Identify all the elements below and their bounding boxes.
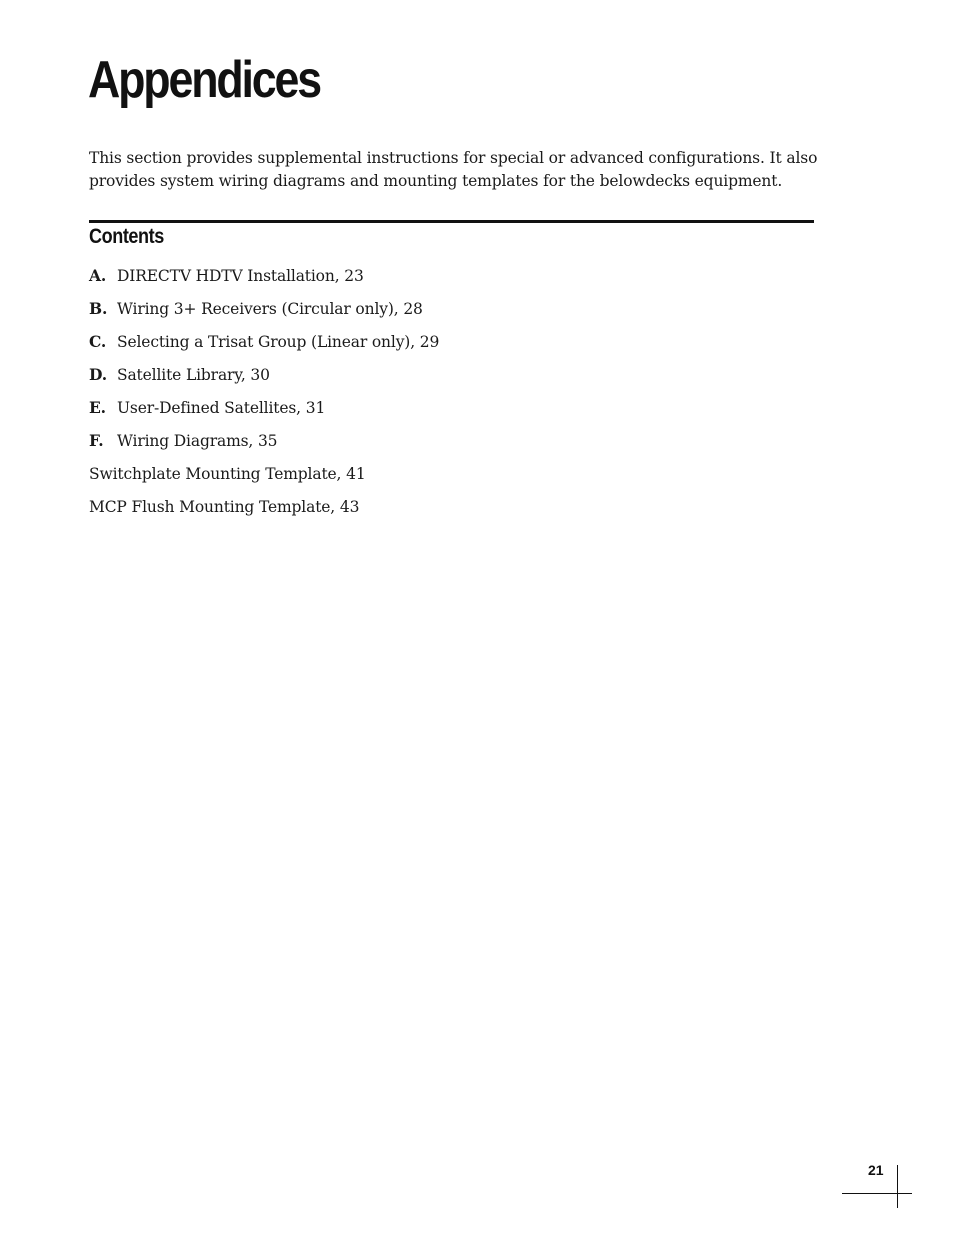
toc-entry-text: Wiring 3+ Receivers (Circular only), 28 <box>117 300 423 318</box>
toc-item-switchplate-template[interactable] <box>89 462 439 495</box>
toc-item-e[interactable] <box>89 396 439 429</box>
toc-entry-text: DIRECTV HDTV Installation, 23 <box>117 267 364 285</box>
toc-item-mcp-template[interactable] <box>89 495 439 528</box>
toc-item-c[interactable] <box>89 330 439 363</box>
toc-item-a[interactable] <box>89 264 439 297</box>
page-number: 21 <box>868 1162 884 1178</box>
page-title: Appendices <box>88 51 320 109</box>
toc-entry-text: User-Defined Satellites, 31 <box>117 399 326 417</box>
toc-letter: C. <box>89 332 107 351</box>
toc-letter: B. <box>89 299 108 318</box>
intro-paragraph: This section provides supplemental instructions for special or advanced configurations. It also provides system wiring diagrams and mounting templates for the belowdecks equipment. <box>89 149 818 190</box>
toc-entry-text: Switchplate Mounting Template, 41 <box>89 465 366 483</box>
toc-letter: F. <box>89 431 104 450</box>
toc-entry-text: Wiring Diagrams, 35 <box>117 432 278 450</box>
toc-item-f[interactable] <box>89 429 439 462</box>
toc-entry-text: Satellite Library, 30 <box>117 366 270 384</box>
toc-letter: E. <box>89 398 106 417</box>
section-divider <box>89 220 814 223</box>
crop-mark-vertical <box>897 1165 898 1208</box>
toc-letter: A. <box>89 266 107 285</box>
toc-letter: D. <box>89 365 107 384</box>
crop-mark-horizontal <box>842 1193 912 1194</box>
contents-list <box>89 264 439 528</box>
toc-item-b[interactable] <box>89 297 439 330</box>
contents-heading: Contents <box>89 225 164 248</box>
toc-item-d[interactable] <box>89 363 439 396</box>
toc-entry-text: Selecting a Trisat Group (Linear only), 29 <box>117 333 440 351</box>
toc-entry-text: MCP Flush Mounting Template, 43 <box>89 498 360 516</box>
